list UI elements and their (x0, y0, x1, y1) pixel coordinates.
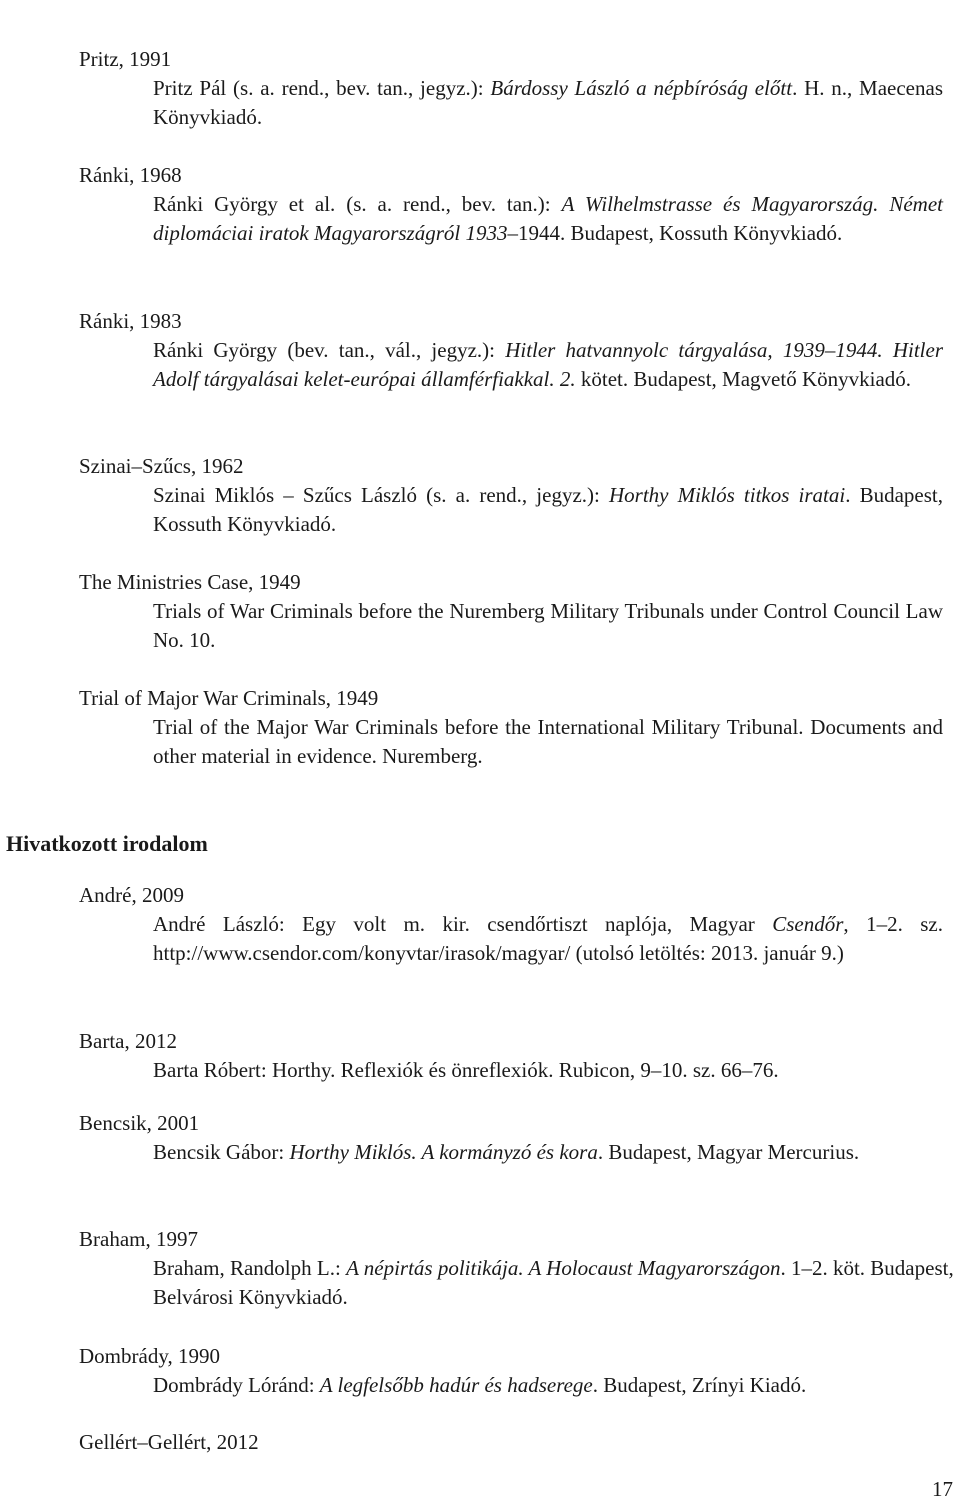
bib-entry-szinai-szucs-1962 (79, 452, 959, 539)
bib-entry-key: Szinai–Szűcs, 1962 (79, 454, 244, 478)
bib-entry-key: Dombrády, 1990 (79, 1344, 220, 1368)
bib-entry-key: Pritz, 1991 (79, 47, 172, 71)
bib-entry-bencsik-2001 (79, 1109, 959, 1167)
bib-entry-andre-2009 (79, 881, 959, 968)
bib-entry-body: Pritz Pál (s. a. rend., bev. tan., jegyz.): Bárdossy László a népbíróság előtt. H. n., Maecenas Könyvkiadó. (153, 76, 943, 129)
bib-entry-key: Gellért–Gellért, 2012 (79, 1430, 259, 1454)
bib-entry-body: Szinai Miklós – Szűcs László (s. a. rend., jegyz.): Horthy Miklós titkos iratai. Budapest, Kossuth Könyvkiadó. (153, 483, 944, 536)
bib-entry-key: Barta, 2012 (79, 1029, 177, 1053)
bib-entry-key: Trial of Major War Criminals, 1949 (79, 686, 379, 710)
bib-entry-body: Ránki György et al. (s. a. rend., bev. tan.): A Wilhelmstrasse és Magyarország. Német diplomáciai iratok Magyarországról 1933–1944. Budapest, Kossuth Könyvkiadó. (153, 192, 943, 245)
page-number: 17 (932, 1477, 953, 1501)
bib-entry-key: Bencsik, 2001 (79, 1111, 200, 1135)
bib-entry-ranki-1983 (79, 307, 959, 394)
bib-entry-body: André László: Egy volt m. kir. csendőrtiszt naplója, Magyar Csendőr, 1–2. sz. http://www.csendor.com/konyvtar/irasok/magyar/ (utolsó letöltés: 2013. január 9.) (153, 912, 944, 965)
bib-entry-key: Braham, 1997 (79, 1227, 198, 1251)
bib-entry-body: Trial of the Major War Criminals before the International Military Tribunal. Documents and other material in evidence. Nuremberg. (153, 715, 943, 768)
bib-entry-body: Braham, Randolph L.: A népirtás politikája. A Holocaust Magyarországon. 1–2. köt. Budapest, Belvárosi Könyvkiadó. (153, 1256, 954, 1309)
bib-entry-barta-2012 (79, 1027, 959, 1085)
section-heading: Hivatkozott irodalom (6, 831, 208, 856)
bib-entry-ministries-case-1949 (79, 568, 959, 655)
bib-entry-body: Barta Róbert: Horthy. Reflexiók és önreflexiók. Rubicon, 9–10. sz. 66–76. (153, 1058, 779, 1082)
bib-entry-key: Ránki, 1968 (79, 163, 182, 187)
bib-entry-body: Bencsik Gábor: Horthy Miklós. A kormányzó és kora. Budapest, Magyar Mercurius. (153, 1140, 860, 1164)
bib-entry-major-war-criminals-1949 (79, 684, 959, 771)
bib-entry-key: Ránki, 1983 (79, 309, 182, 333)
bib-entry-body: Trials of War Criminals before the Nuremberg Military Tribunals under Control Council Law No. 10. (153, 599, 943, 652)
bib-entry-dombrady-1990 (79, 1342, 959, 1400)
bib-entry-key: The Ministries Case, 1949 (79, 570, 301, 594)
bib-entry-ranki-1968 (79, 161, 959, 248)
bib-entry-braham-1997 (79, 1225, 959, 1312)
bib-entry-pritz-1991 (79, 45, 959, 132)
bib-entry-body: Dombrády Lóránd: A legfelsőbb hadúr és hadserege. Budapest, Zrínyi Kiadó. (153, 1373, 807, 1397)
bib-entry-key: André, 2009 (79, 883, 184, 907)
bib-entry-body: Ránki György (bev. tan., vál., jegyz.): Hitler hatvannyolc tárgyalása, 1939–1944. Hitler Adolf tárgyalásai kelet-európai államférfiakkal. 2. kötet. Budapest, Magvető Könyvkiadó. (153, 338, 943, 391)
bib-entry-gellert-gellert-2012 (79, 1428, 959, 1457)
